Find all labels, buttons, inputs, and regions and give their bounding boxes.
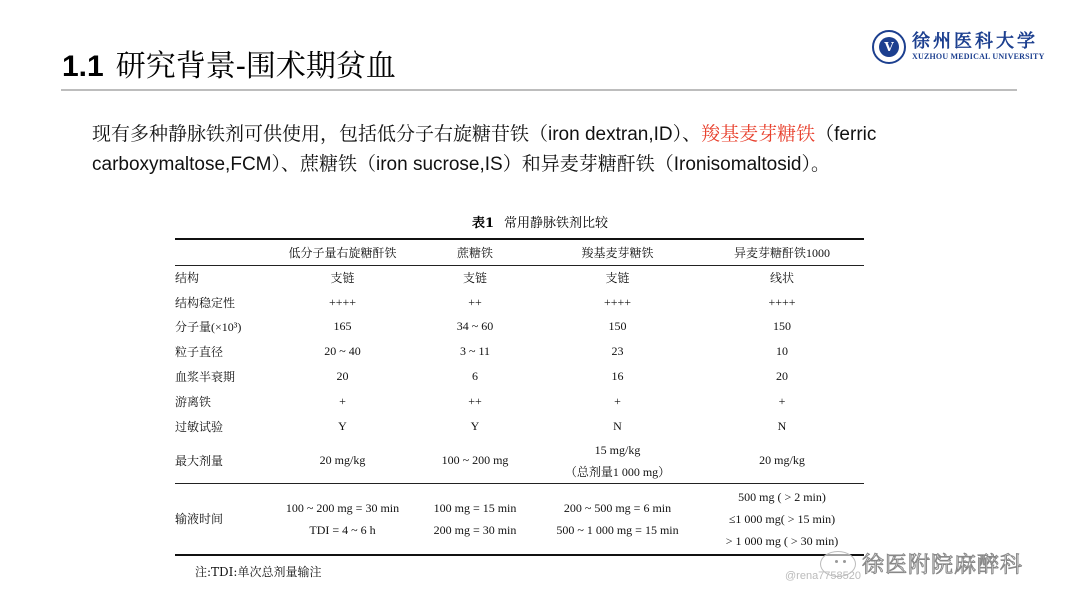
intro-text-2: （ferric carboxymaltose,FCM）、蔗糖铁（iron sucrose,IS）和异麦芽糖酐铁（Ironisomaltosid）。 xyxy=(92,124,877,175)
table-cell: 34 ~ 60 xyxy=(456,319,494,334)
table-row xyxy=(175,265,864,290)
table-caption-label: 表1 xyxy=(471,216,495,231)
column-header: 低分子量右旋糖酐铁 xyxy=(288,245,397,260)
section-number: 1.1 xyxy=(62,50,104,83)
intro-paragraph xyxy=(92,120,992,180)
table-cell: ++++ xyxy=(603,294,632,309)
column-header: 蔗糖铁 xyxy=(456,245,493,260)
table-cell: Y xyxy=(470,418,480,433)
table-cell: 支链 xyxy=(605,271,630,286)
table-cell: 100 ~ 200 mg xyxy=(441,453,509,468)
table-row xyxy=(175,414,864,439)
table-cell: + xyxy=(339,393,346,408)
watermark-id: @rena7758520 xyxy=(785,570,862,582)
university-logo xyxy=(872,27,1052,67)
row-label: 最大剂量 xyxy=(175,454,224,469)
table-cell: Y xyxy=(338,418,347,433)
table-cell: 150 xyxy=(608,319,627,334)
table-cell: 20 ~ 40 xyxy=(324,344,361,359)
column-header: 异麦芽糖酐铁1000 xyxy=(733,245,830,260)
title-text: 研究背景-围术期贫血 xyxy=(115,49,396,84)
table-caption-title: 常用静脉铁剂比较 xyxy=(504,216,609,231)
logo-name-cn: 徐州医科大学 xyxy=(912,31,1038,52)
table-cell: 150 xyxy=(773,319,791,334)
row-label: 游离铁 xyxy=(175,394,212,409)
table-cell: 16 xyxy=(611,369,624,384)
table-row xyxy=(175,315,864,340)
table-cell: 支链 xyxy=(462,271,487,286)
column-header xyxy=(175,239,270,265)
table-cell: 6 xyxy=(472,369,478,384)
table-cell: 200 ~ 500 mg = 6 min 500 ~ 1 000 mg = 15 min xyxy=(556,500,679,537)
table-row xyxy=(175,290,864,315)
table-cell: ++ xyxy=(468,294,482,309)
table-cell: 3 ~ 11 xyxy=(459,344,491,359)
logo-name-en: XUZHOU MEDICAL UNIVERSITY xyxy=(912,52,1045,61)
table-cell: 10 xyxy=(776,344,788,359)
row-label: 血浆半衰期 xyxy=(175,370,236,385)
table-cell: 15 mg/kg （总剂量1 000 mg） xyxy=(564,442,671,479)
table-cell: 20 mg/kg xyxy=(759,453,805,468)
table-cell: 100 mg = 15 min 200 mg = 30 min xyxy=(433,500,517,537)
row-label: 结构稳定性 xyxy=(175,295,236,310)
row-label: 过敏试验 xyxy=(175,419,224,434)
column-header: 羧基麦芽糖铁 xyxy=(581,245,654,260)
slide-title xyxy=(62,47,396,87)
table-cell: ++ xyxy=(468,393,482,408)
table-cell: 线状 xyxy=(769,271,794,286)
table-cell: 20 xyxy=(336,369,349,384)
table-cell: N xyxy=(777,418,787,433)
table-cell: 20 mg/kg xyxy=(319,453,366,468)
table-cell: 支链 xyxy=(330,271,355,286)
table-caption xyxy=(0,212,1080,231)
title-divider xyxy=(61,89,1017,91)
watermark-text: 徐医附院麻醉科 xyxy=(862,553,1024,578)
intro-highlight: 羧基麦芽糖铁 xyxy=(701,124,816,145)
table-row xyxy=(175,364,864,389)
table-header-row xyxy=(175,239,864,265)
table-row xyxy=(175,339,864,364)
table-row xyxy=(175,389,864,414)
row-label: 粒子直径 xyxy=(175,345,224,360)
university-emblem-icon: V xyxy=(872,30,906,64)
table-cell: 20 xyxy=(776,369,788,384)
table-note: 注:TDI:单次总剂量输注 xyxy=(195,565,322,579)
row-label: 输液时间 xyxy=(175,512,224,527)
table-cell: ++++ xyxy=(328,294,357,309)
table-cell: N xyxy=(613,418,622,433)
table-cell: 500 mg ( > 2 min) ≤1 000 mg( > 15 min) > 1 000 mg ( > 30 min) xyxy=(725,489,839,548)
row-label: 结构 xyxy=(175,271,200,286)
table-cell: 100 ~ 200 mg = 30 min TDI = 4 ~ 6 h xyxy=(285,500,400,537)
intro-text-1: 现有多种静脉铁剂可供使用，包括低分子右旋糖苷铁（iron dextran,ID）、 xyxy=(92,124,702,145)
table-cell: + xyxy=(778,393,786,408)
table-cell: 165 xyxy=(333,319,352,334)
table-row-max-dose xyxy=(175,439,864,484)
table-cell: 23 xyxy=(611,344,624,359)
table-row-infusion-time xyxy=(175,483,864,555)
table-cell: ++++ xyxy=(768,294,796,309)
row-label: 分子量(×10³) xyxy=(175,320,242,335)
iron-comparison-table xyxy=(175,238,864,556)
table-cell: + xyxy=(614,393,621,408)
